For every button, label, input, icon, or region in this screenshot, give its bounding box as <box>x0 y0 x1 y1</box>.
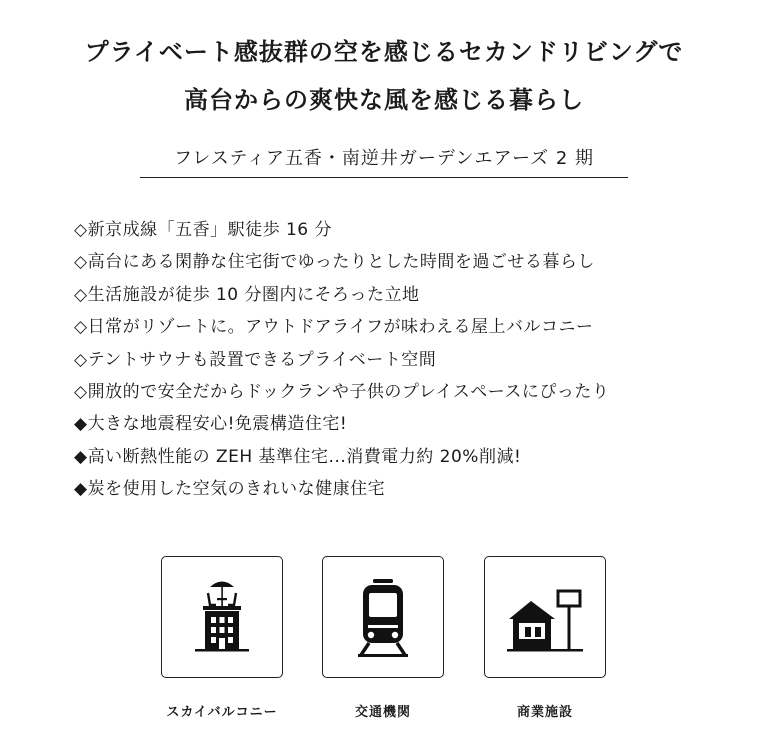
divider <box>140 177 628 178</box>
rooftop-balcony-building-icon <box>172 567 272 667</box>
feature-item: ◇テントサウナも設置できるプライベート空間 <box>74 349 437 370</box>
feature-list <box>74 214 609 506</box>
icon-frame <box>484 556 606 678</box>
headline-line-1: プライベート感抜群の空を感じるセカンドリビングで <box>84 38 684 66</box>
feature-item: ◇日常がリゾートに。アウトドアライフが味わえる屋上バルコニー <box>74 317 594 338</box>
feature-item: ◆炭を使用した空気のきれいな健康住宅 <box>74 479 386 500</box>
feature-item: ◆高い断熱性能の ZEH 基準住宅...消費電力約 20%削減! <box>74 446 522 467</box>
feature-item: ◇開放的で安全だからドックランや子供のプレイスペースにぴったり <box>74 381 610 402</box>
feature-item: ◇生活施設が徒歩 10 分圏内にそろった立地 <box>74 284 420 305</box>
icon-label: 商業施設 <box>516 705 573 720</box>
feature-item: ◇高台にある閑静な住宅街でゆったりとした時間を過ごせる暮らし <box>74 252 595 273</box>
shop-icon <box>495 567 595 667</box>
icon-card-commercial <box>484 556 606 720</box>
icon-card-transport <box>322 556 444 720</box>
icon-card-sky-balcony <box>161 556 283 720</box>
icon-label: スカイバルコニー <box>166 705 278 720</box>
feature-item: ◆大きな地震程安心!免震構造住宅! <box>74 414 348 435</box>
feature-item: ◇新京成線「五香」駅徒歩 16 分 <box>74 220 333 240</box>
icon-label: 交通機関 <box>354 705 411 720</box>
icon-frame <box>161 556 283 678</box>
icon-frame <box>322 556 444 678</box>
headline-line-2: 高台からの爽快な風を感じる暮らし <box>184 86 584 114</box>
train-icon <box>333 567 433 667</box>
property-name: フレスティア五香・南逆井ガーデンエアーズ 2 期 <box>173 148 595 169</box>
